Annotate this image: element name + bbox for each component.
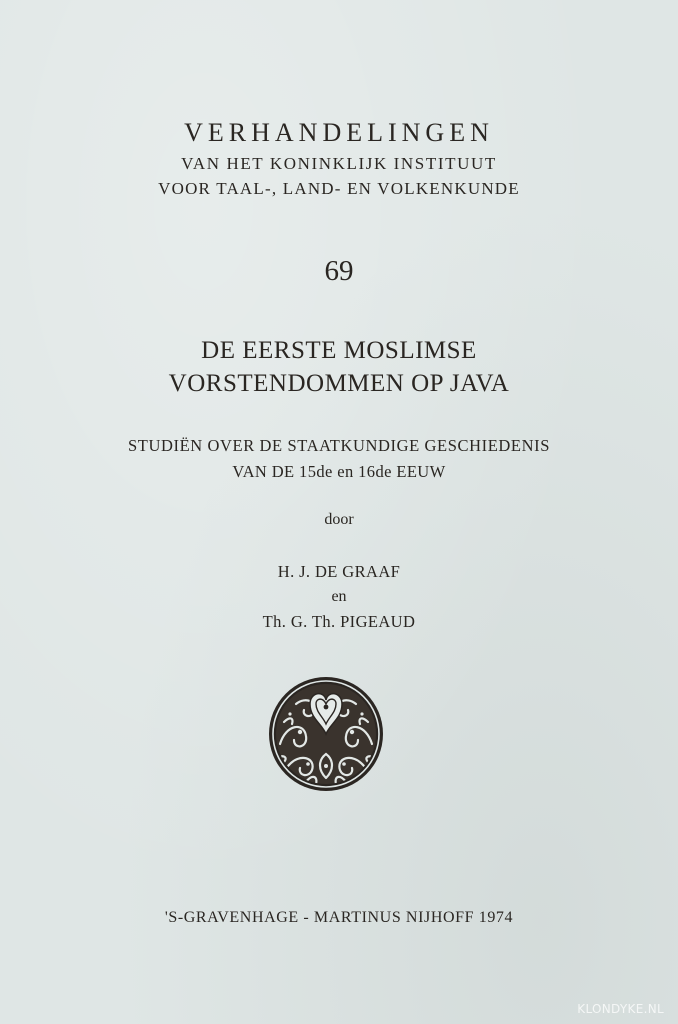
subtitle-line-2: VAN DE 15de en 16de EEUW [232, 462, 446, 481]
by-label: door [324, 511, 354, 528]
watermark: KLONDYKE.NL [577, 1002, 664, 1016]
institute-line-2: VOOR TAAL-, LAND- EN VOLKENKUNDE [158, 179, 520, 198]
institute-line-1: VAN HET KONINKLIJK INSTITUUT [181, 154, 497, 173]
series-title: VERHANDELINGEN [184, 118, 494, 147]
book-title-line-2: VORSTENDOMMEN OP JAVA [168, 370, 510, 397]
book-title-line-1: DE EERSTE MOSLIMSE [201, 337, 477, 364]
author-1: H. J. DE GRAAF [277, 562, 401, 581]
subtitle-line-1: STUDIËN OVER DE STAATKUNDIGE GESCHIEDENIS [127, 436, 550, 455]
and-label: en [331, 588, 347, 605]
ornamental-publisher-device-icon [266, 674, 386, 794]
volume-number: 69 [324, 255, 354, 287]
author-2: Th. G. Th. PIGEAUD [262, 612, 416, 631]
publisher-line: 'S-GRAVENHAGE - MARTINUS NIJHOFF 1974 [164, 909, 514, 926]
